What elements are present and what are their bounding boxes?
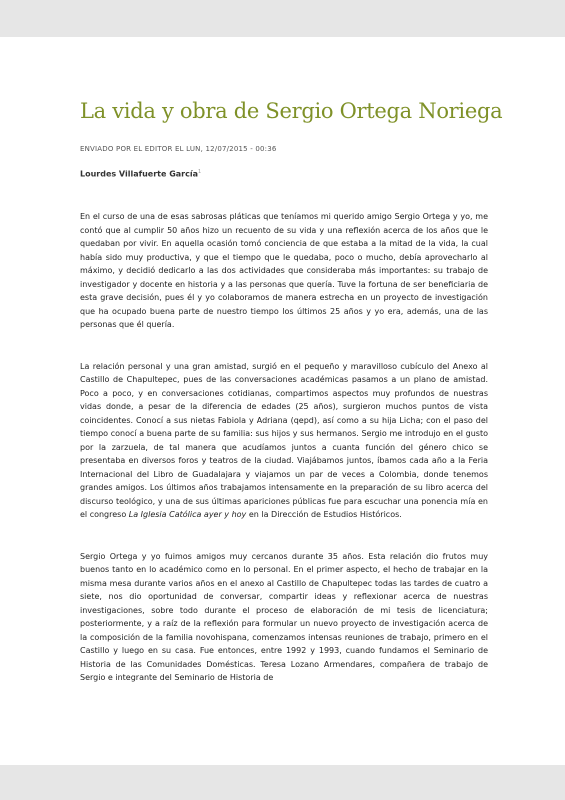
paragraph-2-text: La relación personal y una gran amistad, surgió en el pequeño y maravilloso cubículo del Anexo al Castillo de Chapultepec, pues de las conversaciones académicas pasamos a un plano de amistad. Poco a poco, y en conversaciones cotidianas, compartimos aspectos muy profundos de nuestras vidas donde, a pesar de la diferencia de edades (25 años), surgieron muchos puntos de vista coincidentes. Conocí a sus nietas Fabiola y Adriana (qepd), así como a su hija Licha; con el paso del tiempo conocí a buena parte de su familia: sus hijos y sus hermanos. Sergio me introdujo en el gusto por la zarzuela, de tal manera que acudíamos juntos a cuanta función del género chico se presentaba en diversos foros y teatros de la ciudad. Viajábamos juntos, íbamos cada año a la Feria Internacional del Libro de Guadalajara y viajamos un par de veces a Colombia, donde tenemos grandes amigos. Los últimos años trabajamos intensamente en la preparación de su libro acerca del discurso teológico, y una de sus últimas apariciones públicas fue para escuchar una ponencia mía en el congreso	[80, 361, 488, 519]
author-name: Lourdes Villafuerte García	[80, 169, 198, 179]
article-title: La vida y obra de Sergio Ortega Noriega	[80, 99, 503, 123]
paragraph-2	[80, 360, 488, 522]
paragraph-2-italic: La Iglesia Católica ayer y hoy	[128, 510, 247, 519]
article-body	[80, 210, 488, 713]
author-footnote-marker[interactable]: 1	[197, 169, 202, 175]
paragraph-3: Sergio Ortega y yo fuimos amigos muy cercanos durante 35 años. Esta relación dio frutos muy buenos tanto en lo académico como en lo personal. En el primer aspecto, el hecho de trabajar en la misma mesa durante varios años en el anexo al Castillo de Chapultepec todas las tardes de cuatro a siete, nos dio oportunidad de conversar, compartir ideas y reflexionar acerca de nuestras investigaciones, sobre todo durante el proceso de elaboración de mi tesis de licenciatura; posteriormente, y a raíz de la reflexión para formular un nuevo proyecto de investigación acerca de la composición de la familia novohispana, comenzamos intensas reuniones de trabajo, primero en el Castillo y luego en su casa. Fue entonces, entre 1992 y 1993, cuando fundamos el Seminario de Historia de las Comunidades Domésticas. Teresa Lozano Armendares, compañera de trabajo de Sergio e integrante del Seminario de Historia de	[80, 551, 488, 682]
paragraph-2-tail: en la Dirección de Estudios Históricos.	[246, 510, 402, 519]
article-meta: ENVIADO POR EL EDITOR EL LUN, 12/07/2015 - 00:36	[80, 145, 277, 153]
paragraph-1: En el curso de una de esas sabrosas pláticas que teníamos mi querido amigo Sergio Ortega y yo, me contó que al cumplir 50 años hizo un recuento de su vida y una reflexión acerca de los años que le quedaban por vivir. En aquella ocasión tomó conciencia de que estaba a la mitad de la vida, la cual había sido muy productiva, y que el tiempo que le quedaba, poco o mucho, debía aprovecharlo al máximo, y decidió dedicarlo a las dos actividades que consideraba más importantes: su trabajo de investigador y docente en historia y a las personas que quería. Tuve la fortuna de ser beneficiaria de esta grave decisión, pues él y yo colaboramos de manera estrecha en un proyecto de investigación que ha ocupado buena parte de nuestro tiempo los últimos 25 años y yo era, además, una de las personas que él quería.	[80, 212, 488, 329]
document-page	[0, 37, 565, 765]
article-author	[80, 169, 201, 179]
